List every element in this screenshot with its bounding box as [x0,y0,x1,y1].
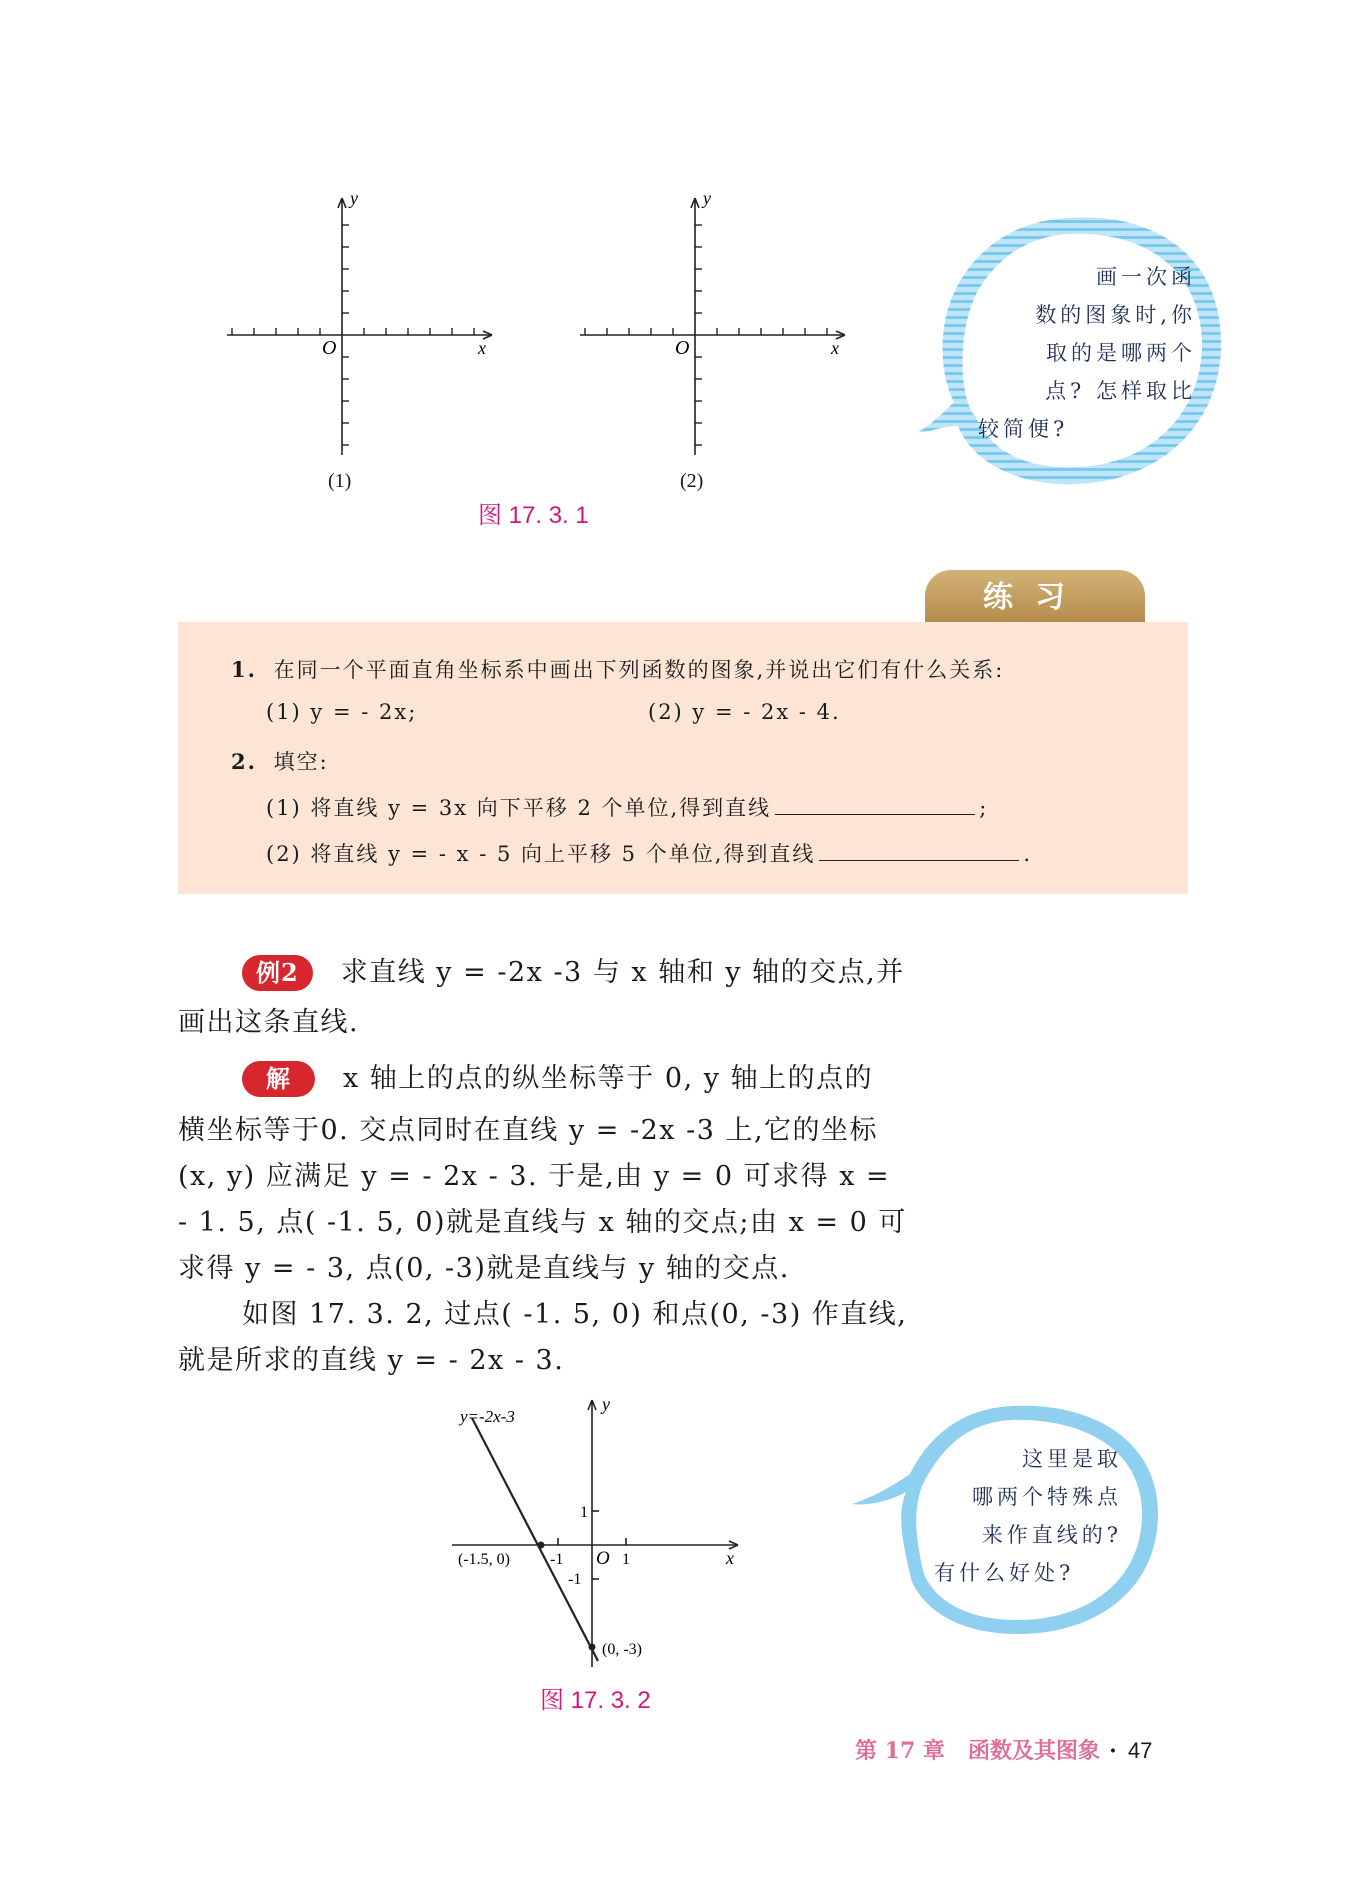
figure-caption-2: 图 17. 3. 2 [540,1687,651,1714]
bubble-1-line-1: 画一次函 [1096,265,1196,289]
plotted-line [472,1418,598,1661]
x-intercept-point [538,1542,545,1549]
bubble-1-line-5: 较简便? [978,417,1069,441]
question-1-part-a: (1) y = - 2x; [266,700,418,724]
bubble-1-line-3: 取的是哪两个 [1046,341,1196,365]
question-2-part-b-end: . [1023,842,1033,866]
question-2-part-a-end: ; [979,796,989,820]
y-intercept-label: (0, -3) [602,1641,642,1658]
question-1-part-b: (2) y = - 2x - 4. [648,700,841,724]
bubble-2-line-4: 有什么好处? [934,1561,1075,1585]
page-footer [855,1734,1152,1765]
thought-bubble-1 [918,212,1228,492]
x-axis-label: x [726,1548,734,1568]
example-line-1: 求直线 y = -2x -3 与 x 轴和 y 轴的交点,并 [340,957,905,988]
coordinate-grid-1 [222,190,502,470]
question-2-text: 填空: [273,750,329,774]
solution-line-3: (x, y) 应满足 y = - 2x - 3. 于是,由 y = 0 可求得 x = [178,1161,891,1192]
question-2-part-b: (2) 将直线 y = - x - 5 向上平移 5 个单位,得到直线 [266,842,816,866]
footer-separator: · [1109,1738,1117,1764]
y-tick-1: 1 [580,1504,588,1521]
figure-caption-1: 图 17. 3. 1 [478,502,589,529]
chapter-label: 第 17 章 [855,1738,945,1764]
x-intercept-label: (-1.5, 0) [458,1551,510,1568]
x-axis-label: x [478,338,486,358]
solution-line-5: 求得 y = - 3, 点(0, -3)就是直线与 y 轴的交点. [178,1253,790,1284]
x-axis-label: x [831,338,839,358]
thought-bubble-2 [852,1402,1162,1637]
y-axis-label: y [602,1394,610,1414]
solution-line-2: 横坐标等于0. 交点同时在直线 y = -2x -3 上,它的坐标 [178,1115,879,1146]
graph-1-label: (1) [328,470,352,492]
line-graph [450,1392,750,1672]
x-tick-1: 1 [622,1551,630,1568]
line-equation-label: y=-2x-3 [460,1407,515,1426]
question-1-number: 1. [231,657,257,682]
example-line-2: 画出这条直线. [178,1007,360,1038]
exercise-box [178,622,1188,894]
y-axis-label: y [350,188,358,208]
y-tick-neg-1: -1 [568,1571,582,1588]
origin-label: O [596,1548,610,1569]
example-badge: 例2 [242,955,313,991]
question-2-number: 2. [231,749,257,774]
question-1-text: 在同一个平面直角坐标系中画出下列函数的图象,并说出它们有什么关系: [273,658,1005,682]
bubble-2-line-1: 这里是取 [1022,1447,1122,1471]
bubble-1-line-2: 数的图象时,你 [1035,303,1196,327]
exercise-tab: 练习 [925,570,1145,624]
answer-blank-1[interactable] [775,794,975,815]
chapter-title: 函数及其图象 [968,1738,1101,1764]
answer-blank-2[interactable] [819,840,1019,861]
origin-label: O [322,337,337,359]
solution-line-4: - 1. 5, 点( -1. 5, 0)就是直线与 x 轴的交点;由 x = 0 可 [178,1207,907,1238]
y-axis-label: y [703,188,711,208]
solution-line-7: 就是所求的直线 y = - 2x - 3. [178,1345,565,1376]
bubble-2-line-3: 来作直线的? [981,1523,1122,1547]
bubble-2-line-2: 哪两个特殊点 [972,1485,1122,1509]
question-2-part-a: (1) 将直线 y = 3x 向下平移 2 个单位,得到直线 [266,796,772,820]
solution-line-1: x 轴上的点的纵坐标等于 0, y 轴上的点的 [343,1063,874,1094]
origin-label: O [675,337,690,359]
x-tick-neg-1: -1 [550,1551,564,1568]
bubble-1-line-4: 点? 怎样取比 [1045,379,1196,403]
page-number: 47 [1127,1738,1153,1763]
solution-badge: 解 [242,1061,315,1097]
y-intercept-point [589,1644,596,1651]
coordinate-grid-2 [575,190,855,470]
solution-line-6: 如图 17. 3. 2, 过点( -1. 5, 0) 和点(0, -3) 作直线, [242,1299,908,1330]
graph-2-label: (2) [680,470,704,492]
